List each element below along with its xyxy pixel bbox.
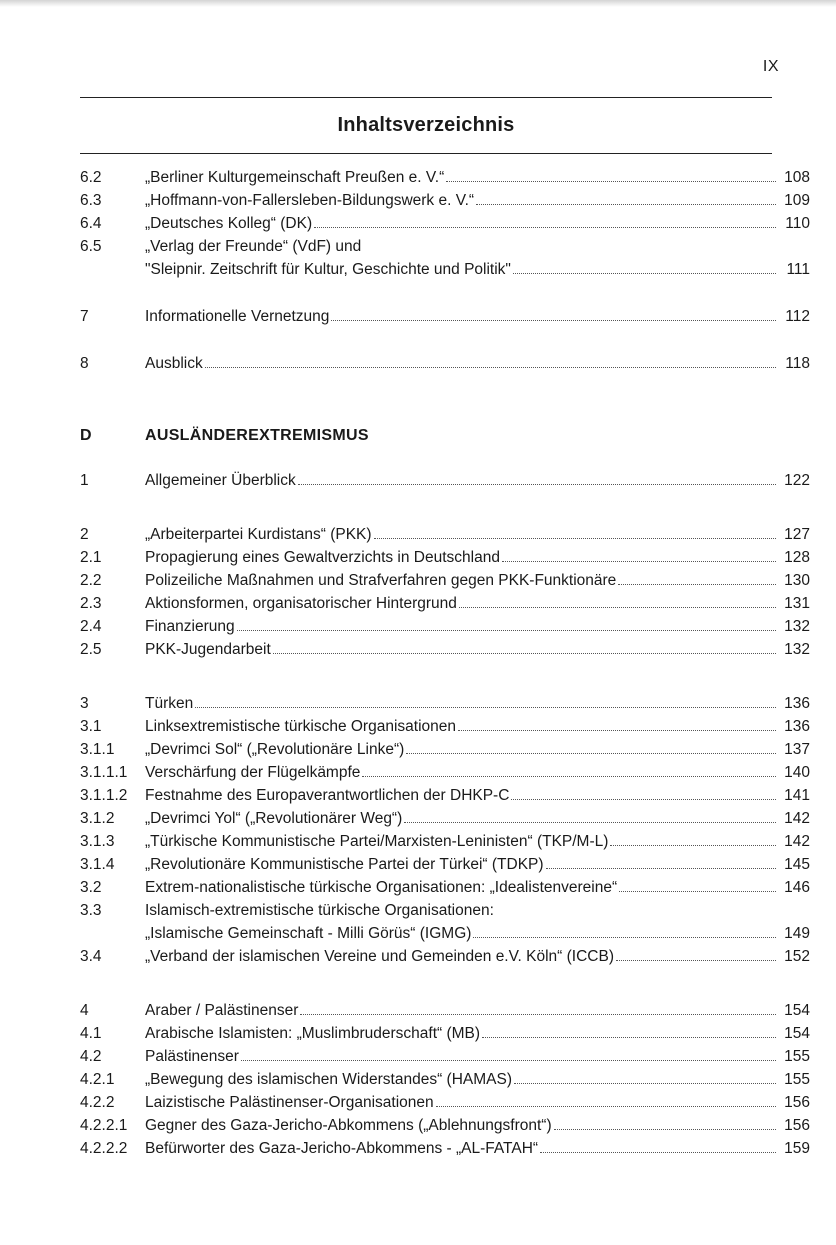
entry-title: PKK-Jugendarbeit [145, 641, 271, 658]
dot-leader [616, 960, 776, 961]
entry-number: 3.2 [80, 879, 102, 896]
toc-entry-4-2-2-1[interactable] [80, 1114, 810, 1137]
dot-leader [404, 822, 776, 823]
entry-page: 159 [784, 1140, 810, 1157]
entry-page: 118 [785, 355, 810, 372]
entry-title: Ausblick [145, 355, 203, 372]
toc-entry-3-2[interactable] [80, 876, 810, 899]
toc-entry-6-5-continued[interactable] [80, 258, 810, 281]
entry-page: 137 [784, 741, 810, 758]
entry-page: 130 [784, 572, 810, 589]
dot-leader [374, 538, 776, 539]
entry-title: Propagierung eines Gewaltverzichts in Deutschland [145, 549, 500, 566]
toc-entry-3-3[interactable] [80, 899, 810, 922]
toc-entry-3-1[interactable] [80, 715, 810, 738]
entry-number: 2.1 [80, 549, 102, 566]
toc-entry-2-1[interactable] [80, 546, 810, 569]
entry-number: 3.1.4 [80, 856, 115, 873]
page-title: Inhaltsverzeichnis [337, 114, 515, 136]
entry-page: 109 [784, 192, 810, 209]
entry-number: 3 [80, 695, 89, 712]
entry-title: Befürworter des Gaza-Jericho-Abkommens - „AL-FATAH“ [145, 1140, 539, 1157]
entry-number: 4.2.2.1 [80, 1117, 128, 1134]
toc-entry-4[interactable] [80, 999, 810, 1022]
table-of-contents [80, 166, 810, 1160]
entry-page: 155 [784, 1048, 810, 1065]
entry-title: Gegner des Gaza-Jericho-Abkommens („Ablehnungsfront“) [145, 1117, 552, 1134]
section-heading-d[interactable] [80, 423, 810, 449]
section-title: AUSLÄNDEREXTREMISMUS [145, 427, 369, 444]
toc-entry-7[interactable] [80, 305, 810, 328]
entry-number: 6.4 [80, 215, 102, 232]
dot-leader [331, 320, 776, 321]
entry-title: „Verband der islamischen Vereine und Gemeinden e.V. Köln“ (ICCB) [145, 948, 614, 965]
entry-number: 2.5 [80, 641, 102, 658]
dot-leader [502, 561, 776, 562]
entry-page: 136 [784, 718, 810, 735]
entry-title: Finanzierung [145, 618, 235, 635]
entry-number: 6.3 [80, 192, 102, 209]
entry-title: „Verlag der Freunde“ (VdF) und [145, 238, 362, 255]
toc-entry-2-4[interactable] [80, 615, 810, 638]
entry-title: „Devrimci Sol“ („Revolutionäre Linke“) [145, 741, 405, 758]
dot-leader [436, 1106, 776, 1107]
dot-leader [482, 1037, 776, 1038]
entry-number: 4.2 [80, 1048, 102, 1065]
toc-entry-6-3[interactable] [80, 189, 810, 212]
dot-leader [446, 181, 776, 182]
page-number: IX [762, 58, 779, 75]
toc-entry-3-1-3[interactable] [80, 830, 810, 853]
entry-page: 156 [784, 1117, 810, 1134]
toc-entry-3-1-1-1[interactable] [80, 761, 810, 784]
dot-leader [406, 753, 776, 754]
dot-leader [362, 776, 776, 777]
entry-title: Palästinenser [145, 1048, 239, 1065]
entry-number: 6.2 [80, 169, 102, 186]
heading-rule [80, 153, 772, 154]
entry-title: Allgemeiner Überblick [145, 472, 296, 489]
entry-page: 127 [784, 526, 810, 543]
entry-title: Islamisch-extremistische türkische Organisationen: [145, 902, 494, 919]
entry-title: Linksextremistische türkische Organisationen [145, 718, 456, 735]
entry-title: „Türkische Kommunistische Partei/Marxisten-Leninisten“ (TKP/M-L) [145, 833, 609, 850]
entry-number: 3.1.1.1 [80, 764, 128, 781]
entry-page: 156 [784, 1094, 810, 1111]
entry-page: 136 [784, 695, 810, 712]
entry-number: 4.2.2 [80, 1094, 115, 1111]
dot-leader [473, 937, 776, 938]
toc-entry-3-4[interactable] [80, 945, 810, 968]
toc-entry-6-5[interactable] [80, 235, 810, 258]
dot-leader [546, 868, 776, 869]
dot-leader [476, 204, 776, 205]
entry-page: 142 [784, 833, 810, 850]
entry-title: Verschärfung der Flügelkämpfe [145, 764, 361, 781]
entry-title: Araber / Palästinenser [145, 1002, 299, 1019]
entry-number: 3.3 [80, 902, 102, 919]
entry-page: 154 [784, 1025, 810, 1042]
entry-number: 4.2.1 [80, 1071, 115, 1088]
dot-leader [237, 630, 776, 631]
dot-leader [513, 273, 776, 274]
entry-title-continued: „Islamische Gemeinschaft - Milli Görüs“ (IGMG) [145, 925, 472, 942]
dot-leader [459, 607, 776, 608]
entry-number: 4.2.2.2 [80, 1140, 128, 1157]
dot-leader [241, 1060, 776, 1061]
entry-title: „Berliner Kulturgemeinschaft Preußen e. V.“ [145, 169, 445, 186]
entry-number: 4.1 [80, 1025, 102, 1042]
entry-number: 2.2 [80, 572, 102, 589]
entry-title: „Revolutionäre Kommunistische Partei der Türkei“ (TDKP) [145, 856, 544, 873]
dot-leader [514, 1083, 776, 1084]
entry-page: 145 [784, 856, 810, 873]
entry-number: 1 [80, 472, 89, 489]
toc-entry-3-3-continued[interactable] [80, 922, 810, 945]
entry-page: 128 [784, 549, 810, 566]
dot-leader [300, 1014, 776, 1015]
entry-title: „Arbeiterpartei Kurdistans“ (PKK) [145, 526, 372, 543]
entry-title: Festnahme des Europaverantwortlichen der DHKP-C [145, 787, 510, 804]
entry-title: Arabische Islamisten: „Muslimbruderschaft“ (MB) [145, 1025, 481, 1042]
entry-page: 155 [784, 1071, 810, 1088]
toc-entry-8[interactable] [80, 352, 810, 375]
dot-leader [314, 227, 776, 228]
entry-page: 132 [784, 618, 810, 635]
entry-page: 141 [784, 787, 810, 804]
scan-top-edge [0, 0, 836, 7]
entry-page: 122 [784, 472, 810, 489]
toc-entry-2[interactable] [80, 523, 810, 546]
toc-entry-1[interactable] [80, 469, 810, 492]
dot-leader [511, 799, 776, 800]
entry-title: „Deutsches Kolleg“ (DK) [145, 215, 313, 232]
entry-number: 6.5 [80, 238, 102, 255]
entry-title: Extrem-nationalistische türkische Organisationen: „Idealistenvereine“ [145, 879, 618, 896]
entry-title: Türken [145, 695, 194, 712]
entry-page: 132 [784, 641, 810, 658]
toc-entry-3-1-2[interactable] [80, 807, 810, 830]
entry-title: Laizistische Palästinenser-Organisationen [145, 1094, 434, 1111]
dot-leader [273, 653, 776, 654]
dot-leader [618, 584, 776, 585]
entry-title: Polizeiliche Maßnahmen und Strafverfahren gegen PKK-Funktionäre [145, 572, 617, 589]
dot-leader [205, 367, 776, 368]
entry-title-continued: "Sleipnir. Zeitschrift für Kultur, Geschichte und Politik" [145, 261, 511, 278]
entry-number: 2.3 [80, 595, 102, 612]
top-rule [80, 97, 772, 98]
entry-number: 3.1 [80, 718, 102, 735]
toc-entry-2-3[interactable] [80, 592, 810, 615]
dot-leader [195, 707, 776, 708]
entry-page: 154 [784, 1002, 810, 1019]
entry-number: 3.1.2 [80, 810, 115, 827]
entry-number: 3.1.1 [80, 741, 115, 758]
toc-entry-3-1-1[interactable] [80, 738, 810, 761]
entry-title: Informationelle Vernetzung [145, 308, 330, 325]
entry-title: „Bewegung des islamischen Widerstandes“ (HAMAS) [145, 1071, 512, 1088]
entry-page: 110 [785, 215, 810, 232]
entry-title: „Devrimci Yol“ („Revolutionärer Weg“) [145, 810, 403, 827]
toc-entry-2-5[interactable] [80, 638, 810, 661]
entry-number: 3.1.3 [80, 833, 115, 850]
toc-entry-3-1-4[interactable] [80, 853, 810, 876]
entry-number: 2 [80, 526, 89, 543]
entry-title: Aktionsformen, organisatorischer Hintergrund [145, 595, 457, 612]
toc-entry-6-4[interactable] [80, 212, 810, 235]
entry-page: 149 [784, 925, 810, 942]
entry-page: 152 [784, 948, 810, 965]
dot-leader [298, 484, 776, 485]
dot-leader [610, 845, 776, 846]
entry-number: 8 [80, 355, 89, 372]
entry-page: 131 [784, 595, 810, 612]
entry-page: 108 [784, 169, 810, 186]
toc-entry-4-2[interactable] [80, 1045, 810, 1068]
dot-leader [554, 1129, 776, 1130]
toc-entry-4-2-2[interactable] [80, 1091, 810, 1114]
dot-leader [458, 730, 776, 731]
entry-number: 2.4 [80, 618, 102, 635]
entry-page: 142 [784, 810, 810, 827]
entry-title: „Hoffmann-von-Fallersleben-Bildungswerk e. V.“ [145, 192, 475, 209]
toc-entry-2-2[interactable] [80, 569, 810, 592]
entry-number: 3.4 [80, 948, 102, 965]
entry-number: 7 [80, 308, 89, 325]
toc-entry-4-2-2-2[interactable] [80, 1137, 810, 1160]
dot-leader [619, 891, 776, 892]
entry-number: 3.1.1.2 [80, 787, 128, 804]
dot-leader [540, 1152, 776, 1153]
entry-number: 4 [80, 1002, 89, 1019]
toc-entry-3[interactable] [80, 692, 810, 715]
entry-page: 146 [784, 879, 810, 896]
section-letter: D [80, 427, 92, 444]
entry-page: 112 [785, 308, 810, 325]
toc-entry-6-2[interactable] [80, 166, 810, 189]
toc-entry-4-1[interactable] [80, 1022, 810, 1045]
toc-entry-3-1-1-2[interactable] [80, 784, 810, 807]
entry-page: 111 [786, 261, 810, 278]
entry-page: 140 [784, 764, 810, 781]
toc-entry-4-2-1[interactable] [80, 1068, 810, 1091]
